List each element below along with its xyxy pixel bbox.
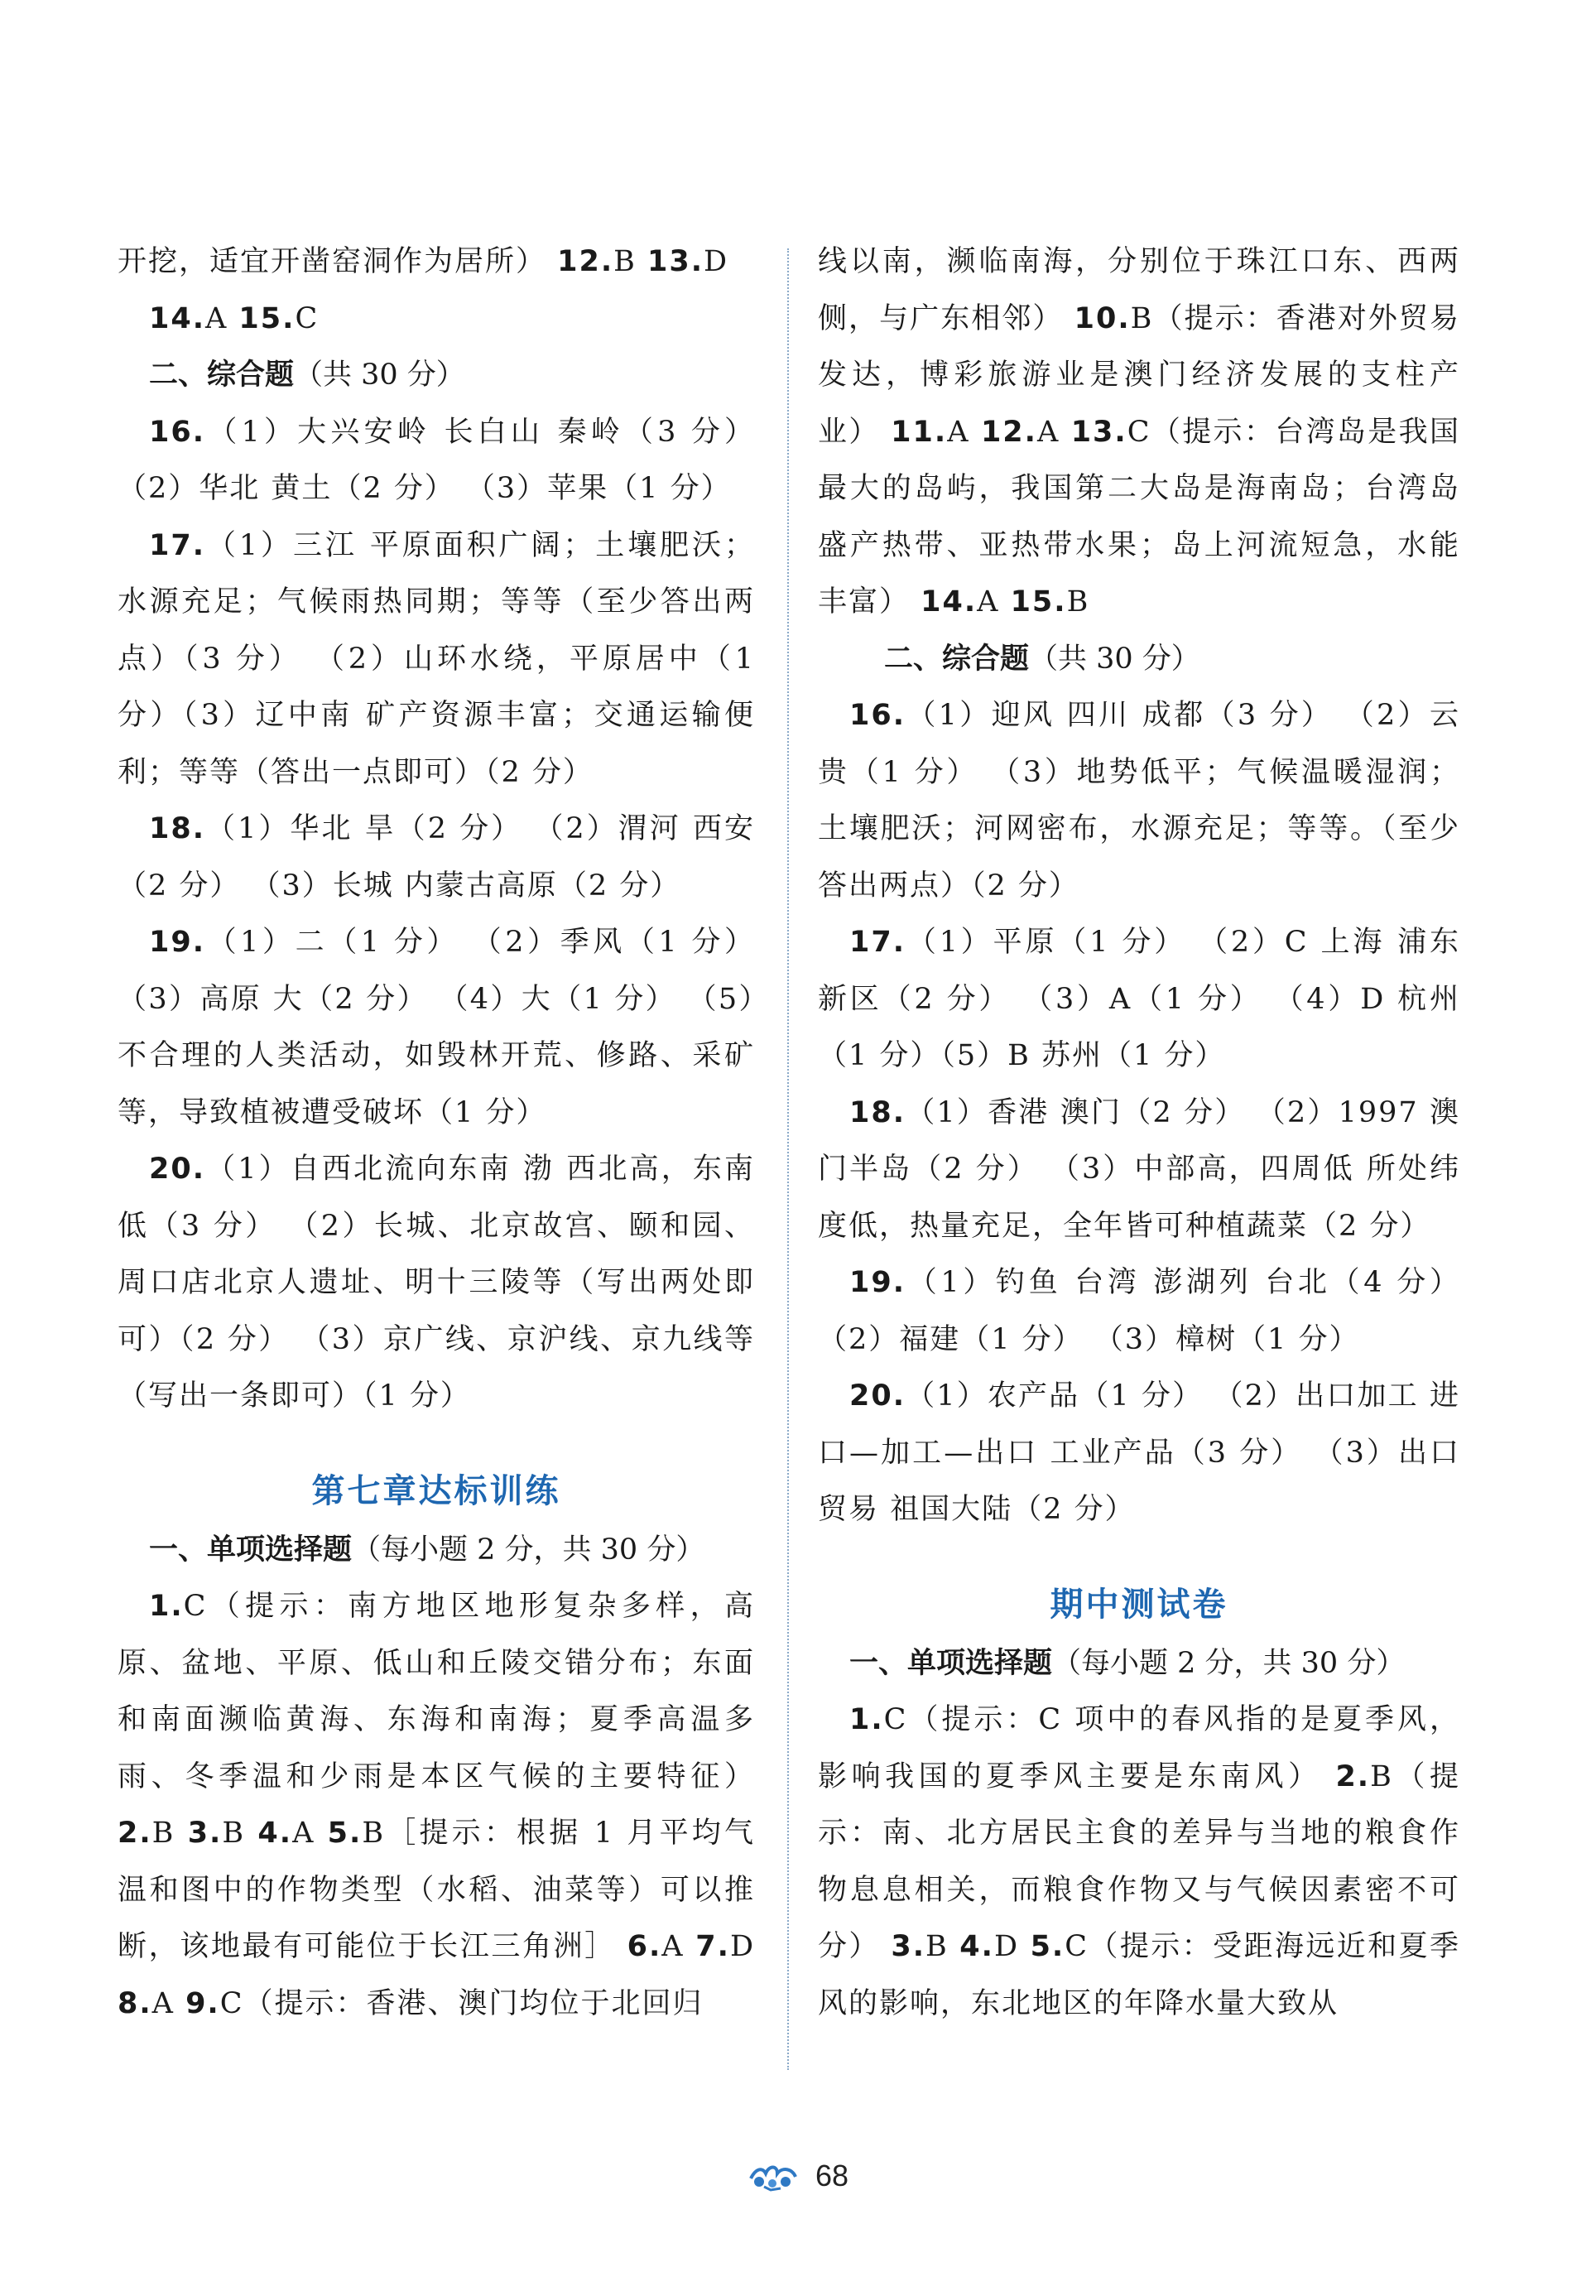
question-number: 13. — [1070, 415, 1127, 449]
question-number: 14. — [921, 585, 978, 619]
question-number: 19. — [149, 926, 206, 959]
answer-paragraph — [818, 1254, 1460, 1368]
question-number: 1. — [849, 1703, 884, 1736]
answer-text: C（提示：香港、澳门均位于北回归 — [219, 1986, 704, 2020]
answer-text: D — [704, 245, 729, 278]
answer-text: B — [925, 1930, 960, 1963]
question-number: 14. — [149, 301, 206, 335]
page-footer — [0, 2151, 1596, 2201]
answer-text: （1）华北 旱（2 分） （2）渭河 西安（2 分） （3）长城 内蒙古高原（2 分） — [118, 812, 755, 903]
answer-paragraph — [118, 1578, 755, 2032]
chapter-title: 期中测试卷 — [1050, 1585, 1228, 1624]
answer-text: （1）二（1 分） （2）季风（1 分） （3）高原 大（2 分） （4）大（1 分） （5）不合理的人类活动，如毁林开荒、修路、采矿等，导致植被遭受破坏（1 分） — [118, 926, 755, 1129]
question-number: 7. — [695, 1930, 730, 1963]
question-number: 4. — [959, 1930, 994, 1963]
question-number: 18. — [149, 812, 206, 845]
question-number: 20. — [849, 1379, 906, 1413]
section-heading — [118, 347, 755, 404]
section-heading — [818, 631, 1460, 688]
answer-text: （1）大兴安岭 长白山 秦岭（3 分）（2）华北 黄土（2 分） （3）苹果（1 分） — [118, 415, 755, 505]
answer-text: A — [1036, 415, 1071, 449]
section-heading — [818, 1635, 1460, 1692]
answer-text: C — [295, 301, 320, 335]
answer-paragraph — [818, 1368, 1460, 1538]
page-number: 68 — [815, 2159, 849, 2193]
section-note: （每小题 2 分，共 30 分） — [1052, 1646, 1406, 1680]
question-number: 3. — [187, 1817, 223, 1850]
question-number: 16. — [849, 699, 906, 732]
answer-paragraph — [118, 517, 755, 801]
answer-text: （1）钓鱼 台湾 澎湖列 台北（4 分） （2）福建（1 分） （3）樟树（1 分） — [818, 1266, 1460, 1356]
question-number: 5. — [327, 1817, 363, 1850]
answer-text: B（提示：香港对外贸易发达，博彩旅游业是澳门经济发展的支柱产业） — [818, 301, 1460, 449]
question-number: 17. — [149, 528, 206, 562]
question-number: 2. — [1335, 1759, 1371, 1793]
answer-paragraph — [118, 404, 755, 517]
answer-text: （1）三江 平原面积广阔；土壤肥沃；水源充足；气候雨热同期；等等（至少答出两点）（3 分） （2）山环水绕，平原居中（1 分）（3）辽中南 矿产资源丰富；交通运输便利；等等（答出一点即可）（2 分） — [118, 528, 755, 789]
question-number: 9. — [185, 1986, 220, 2020]
answer-paragraph — [818, 1692, 1460, 2032]
answer-paragraph — [118, 291, 755, 348]
question-number: 20. — [149, 1153, 206, 1186]
answer-text: B — [613, 245, 648, 278]
answer-text: B — [151, 1817, 188, 1850]
section-title: 二、综合题 — [149, 359, 295, 392]
answer-paragraph — [118, 914, 755, 1141]
question-number: 13. — [647, 245, 704, 278]
section-heading — [118, 1522, 755, 1579]
answer-paragraph — [118, 233, 755, 291]
question-number: 5. — [1030, 1930, 1065, 1963]
question-number: 15. — [1010, 585, 1067, 619]
answer-text: B — [1066, 585, 1090, 619]
answer-text: A — [292, 1817, 328, 1850]
answer-text: （1）平原（1 分） （2）C 上海 浦东新区（2 分） （3）A（1 分） （4）D 杭州（1 分）（5）B 苏州（1 分） — [818, 926, 1460, 1072]
answer-text: B［提示：根据 1 月平均气温和图中的作物类型（水稻、油菜等）可以推断，该地最有可能位于长江三角洲］ — [118, 1817, 755, 1963]
column-divider — [787, 248, 789, 2070]
question-number: 16. — [149, 415, 206, 449]
question-number: 12. — [980, 415, 1037, 449]
section-title: 一、单项选择题 — [849, 1646, 1053, 1680]
answer-text: C（提示：南方地区地形复杂多样，高原、盆地、平原、低山和丘陵交错分布；东面和南面濒临黄海、东海和南海；夏季高温多雨、冬季温和少雨是本区气候的主要特征） — [118, 1590, 755, 1793]
answer-text: C（提示：受距海远近和夏季风的影响，东北地区的年降水量大致从 — [818, 1930, 1460, 2020]
answer-paragraph — [818, 1085, 1460, 1255]
question-number: 12. — [557, 245, 614, 278]
answer-text: （1）自西北流向东南 渤 西北高，东南低（3 分） （2）长城、北京故宫、颐和园、周口店北京人遗址、明十三陵等（写出两处即可）（2 分） （3）京广线、京沪线、京九线等（写出一条即可）（1 分） — [118, 1153, 755, 1413]
answer-paragraph — [118, 801, 755, 914]
chapter-title: 第七章达标训练 — [311, 1471, 561, 1510]
answer-text: D — [729, 1930, 755, 1963]
question-number: 1. — [149, 1590, 184, 1623]
left-column — [118, 233, 755, 2032]
answer-paragraph — [818, 233, 1460, 631]
question-number: 3. — [891, 1930, 926, 1963]
answer-text: 开挖，适宜开凿窑洞作为居所） — [118, 245, 558, 278]
answer-text: （1）香港 澳门（2 分） （2）1997 澳门半岛（2 分） （3）中部高，四周低 所处纬度低，热量充足，全年皆可种植蔬菜（2 分） — [818, 1095, 1460, 1243]
section-note: （每小题 2 分，共 30 分） — [352, 1533, 705, 1567]
question-number: 15. — [238, 301, 296, 335]
answer-text: （1）迎风 四川 成都（3 分） （2）云贵（1 分） （3）地势低平；气候温暖湿润；土壤肥沃；河网密布，水源充足；等等。（至少答出两点）（2 分） — [818, 699, 1460, 903]
question-number: 19. — [849, 1266, 906, 1299]
right-column — [818, 233, 1460, 2032]
answer-text: A — [205, 301, 239, 335]
answer-text: B（提示：南、北方居民主食的差异与当地的粮食作物息息相关，而粮食作物又与气候因素密不可分） — [818, 1759, 1460, 1963]
answer-text: A — [977, 585, 1011, 619]
answer-text: C（提示：台湾岛是我国最大的岛屿，我国第二大岛是海南岛；台湾岛盛产热带、亚热带水果；岛上河流短急，水能丰富） — [818, 415, 1460, 619]
answer-text: D — [993, 1930, 1031, 1963]
question-number: 4. — [257, 1817, 293, 1850]
answer-text: C（提示：C 项中的春风指的是夏季风，影响我国的夏季风主要是东南风） — [818, 1703, 1460, 1793]
answer-text: B — [222, 1817, 258, 1850]
question-number: 17. — [849, 926, 906, 959]
question-number: 10. — [1074, 301, 1131, 335]
section-title: 一、单项选择题 — [149, 1533, 353, 1567]
answer-paragraph — [818, 687, 1460, 914]
answer-text: （1）农产品（1 分） （2）出口加工 进口—加工—出口 工业产品（3 分） （3）出口贸易 祖国大陆（2 分） — [818, 1379, 1460, 1526]
flower-ornament-icon — [748, 2160, 800, 2192]
question-number: 2. — [118, 1817, 152, 1850]
section-note: （共 30 分） — [1029, 642, 1200, 676]
answer-text: A — [151, 1986, 186, 2020]
answer-paragraph — [118, 1141, 755, 1425]
question-number: 6. — [627, 1930, 662, 1963]
answer-text: A — [661, 1930, 696, 1963]
question-number: 11. — [891, 415, 948, 449]
section-note: （共 30 分） — [294, 359, 465, 392]
question-number: 8. — [118, 1986, 152, 2020]
answer-text: 线以南，濒临南海，分别位于珠江口东、西两侧，与广东相邻） — [818, 245, 1460, 335]
answer-paragraph — [818, 914, 1460, 1085]
section-title: 二、综合题 — [884, 642, 1030, 676]
answer-text: A — [947, 415, 981, 449]
question-number: 18. — [849, 1095, 906, 1129]
